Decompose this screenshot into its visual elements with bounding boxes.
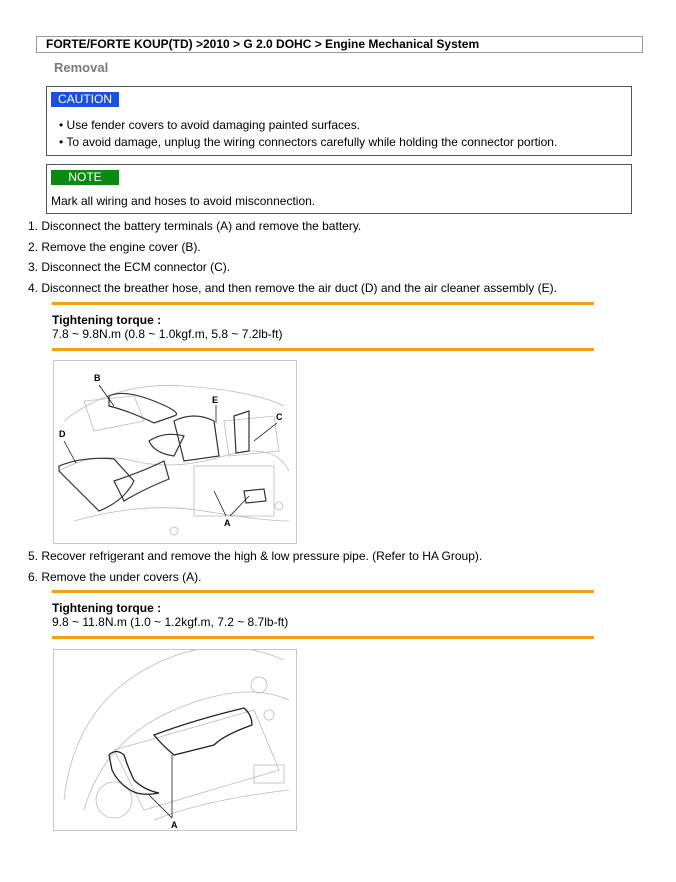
torque-label: Tightening torque : — [52, 601, 162, 615]
engine-bay-figure — [53, 360, 297, 544]
steps-list-continued — [28, 546, 482, 587]
torque-spec — [52, 590, 594, 639]
steps-list — [28, 216, 557, 299]
figure-label-a: A — [171, 820, 178, 830]
step-item: 6. Remove the under covers (A). — [28, 569, 202, 584]
caution-label: CAUTION — [51, 92, 119, 107]
note-label: NOTE — [51, 170, 119, 185]
caution-list — [59, 117, 557, 151]
engine-bay-illustration — [54, 361, 296, 543]
caution-box — [46, 86, 632, 156]
torque-value: 9.8 ~ 11.8N.m (1.0 ~ 1.2kgf.m, 7.2 ~ 8.7lb-ft) — [52, 615, 289, 629]
step-item: 3. Disconnect the ECM connector (C). — [28, 260, 231, 275]
step-item: 1. Disconnect the battery terminals (A) and remove the battery. — [28, 219, 362, 233]
note-box — [46, 164, 632, 214]
under-cover-illustration — [54, 650, 296, 830]
under-cover-figure — [53, 649, 297, 831]
caution-item: • Use fender covers to avoid damaging painted surfaces. — [59, 118, 361, 132]
section-title: Removal — [54, 60, 109, 75]
figure-label-b: B — [94, 373, 101, 383]
step-item: 4. Disconnect the breather hose, and then remove the air duct (D) and the air cleaner assembly (E). — [28, 281, 557, 296]
figure-label-a: A — [224, 518, 231, 528]
torque-label: Tightening torque : — [52, 313, 162, 327]
figure-label-c: C — [276, 412, 283, 422]
caution-item: • To avoid damage, unplug the wiring connectors carefully while holding the connector portion. — [59, 135, 558, 149]
breadcrumb: FORTE/FORTE KOUP(TD) >2010 > G 2.0 DOHC > Engine Mechanical System — [36, 36, 643, 53]
note-text: Mark all wiring and hoses to avoid misconnection. — [51, 194, 316, 208]
figure-label-d: D — [59, 429, 66, 439]
figure-label-e: E — [212, 395, 219, 405]
step-item: 5. Recover refrigerant and remove the high & low pressure pipe. (Refer to HA Group). — [28, 549, 483, 563]
torque-spec — [52, 302, 594, 351]
torque-value: 7.8 ~ 9.8N.m (0.8 ~ 1.0kgf.m, 5.8 ~ 7.2lb-ft) — [52, 327, 283, 341]
step-item: 2. Remove the engine cover (B). — [28, 239, 201, 254]
